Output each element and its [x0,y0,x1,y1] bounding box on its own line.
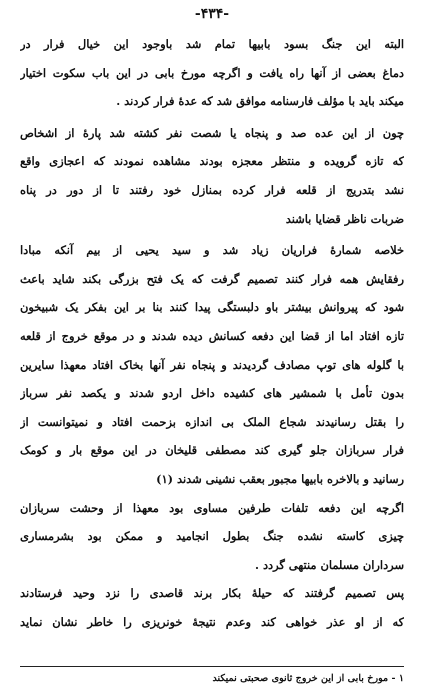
text-line: خلاصه شمارهٔ فراریان زیاد شد و سید یحیی از بیم آنکه مبادا [20,243,404,258]
text-line: که تازه گرویده و منتظر معجزه بودند مشاهده نمودند که اعجازی واقع [20,154,404,169]
text-line: که از او عذر خواهی کند وعدم نتیجهٔ خونریزی را خاطر نشان نماید [20,614,404,629]
text-line: دماغ بعضی از آنها راه یافت و اگرچه مورخ بابی در این باب سکوت اختیار [20,65,404,80]
footnote-divider [20,666,404,667]
page-number: -۴۳۴- [194,6,230,22]
body-text [20,30,404,636]
text-line: اگرچه این دفعه تلفات طرفین مساوی بود معهذا از وحشت سربازان [20,500,404,515]
text-line: را بقتل رسانیدند شجاع الملک بی اندازه بزحمت افتاد و نمیتوانست از [20,414,404,429]
text-line: ضربات ناظر قضایا باشند [285,211,404,226]
text-line: شود که پیروانش بیشتر باو دلبستگی پیدا کنند بنا بر این بفکر یک شبیخون [20,300,404,315]
text-line: رفقایش همه فرار کنند تصمیم گرفت که یک فتح بزرگی بکند شاید باعث [20,271,404,286]
text-line: فرار سربازان جلو گیری کند مصطفی قلیخان در این موقع بار و کومک [20,443,404,458]
text-line: پس تصمیم گرفتند که حیلهٔ بکار برند قاصدی را نزد وحید فرستادند [20,586,404,601]
text-line: تازه افتاد اما از قضا این دفعه کسانش دیده شدند و در موقع خروج از قلعه [20,328,404,343]
text-line: با گلوله های توپ مصادف گردیدند و پنجاه نفر آنها بخاک افتاد معهذا سایرین [20,357,404,372]
text-line: چیزی کاسته نشده جنگ بطول انجامید و ممکن بود بشرمساری [20,529,404,544]
text-line: نشد بتدریج از قلعه فرار کرده بمنازل خود رفتند تا از دور در پناه [20,182,404,197]
text-line: چون از این عده صد و پنجاه یا شصت نفر کشته شد پارهٔ از اشخاص [20,125,404,140]
text-line: بدون تأمل با شمشیر های کشیده داخل اردو شدند و یکصد نفر سرباز [20,386,404,401]
text-line: رسانید و بالاخره بابیها مجبور بعقب نشینی شدند (۱) [156,471,404,486]
text-line: البته این جنگ بسود بابیها تمام شد باوجود این خیال فرار در [20,37,404,51]
text-line: میکند باید با مؤلف فارسنامه موافق شد که عدهٔ فرار کردند . [116,94,404,109]
text-line: سرداران مسلمان منتهی گردد . [255,557,404,572]
footnote: ۱ - مورخ بابی از این خروج ثانوی صحبتی نمیکند [212,673,404,684]
